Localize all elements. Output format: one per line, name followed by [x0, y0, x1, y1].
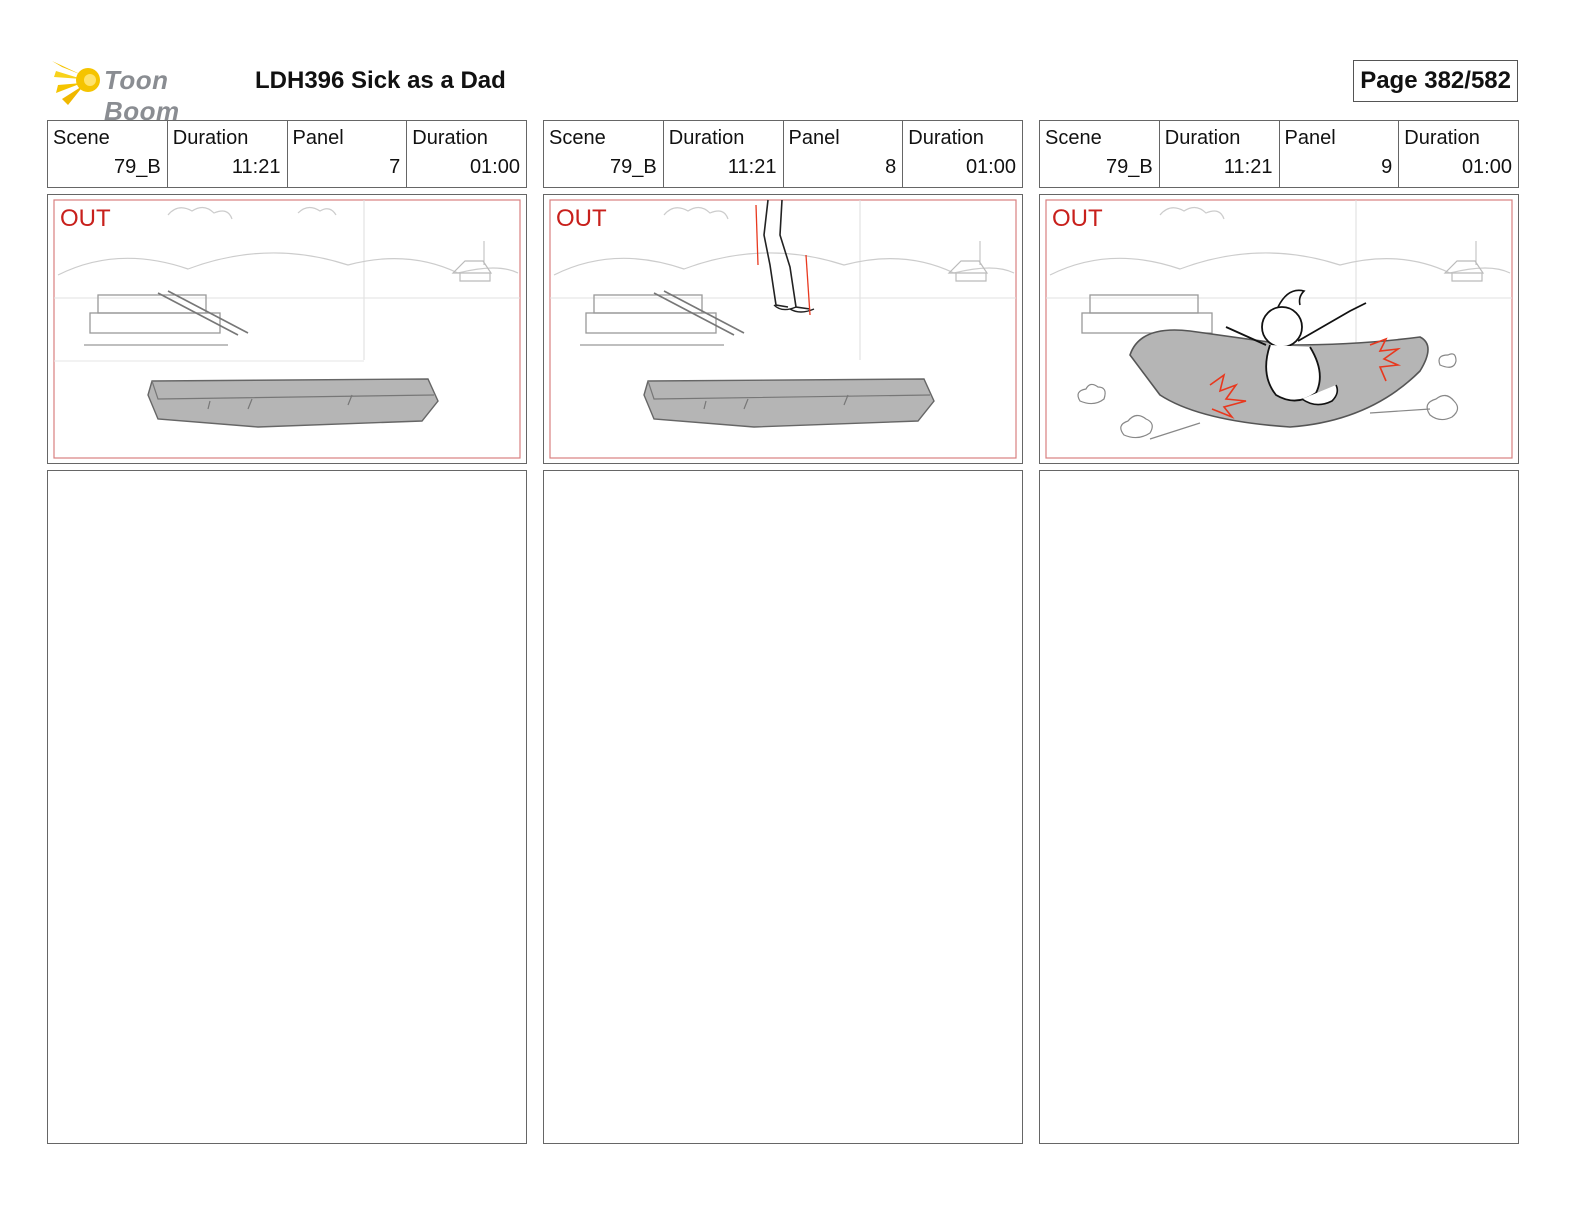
- duration-label: Duration: [412, 127, 488, 149]
- panel-value: 8: [885, 156, 897, 178]
- scene-value: 79_B: [114, 156, 161, 178]
- panel-label: Panel: [1284, 127, 1336, 149]
- page-header: [52, 55, 1532, 126]
- duration-label: Duration: [668, 127, 745, 149]
- panel-column-1: [47, 120, 527, 1144]
- scene-value: 79_B: [1106, 156, 1153, 178]
- scene-cell: [1040, 121, 1160, 187]
- starburst-icon: [52, 55, 104, 107]
- toon-boom-logo: [52, 55, 242, 126]
- scene-label: Scene: [549, 127, 606, 149]
- panel-notes-area: [543, 470, 1023, 1144]
- panel-info-table: [47, 120, 527, 188]
- scene-label: Scene: [1045, 127, 1102, 149]
- panel-value: 9: [1381, 156, 1393, 178]
- scene-value: 79_B: [610, 156, 657, 178]
- scene-duration-cell: [664, 121, 784, 187]
- sketch-drawing: [48, 195, 526, 463]
- panel-cell: [784, 121, 904, 187]
- panel-value: 7: [389, 156, 401, 178]
- panel-duration-cell: [407, 121, 526, 187]
- scene-duration-value: 11:21: [231, 156, 281, 178]
- sketch-drawing: [1040, 195, 1518, 463]
- panel-label: Panel: [788, 127, 840, 149]
- field-out-label: OUT: [60, 205, 111, 232]
- duration-label: Duration: [1164, 127, 1241, 149]
- sketch-drawing: [544, 195, 1022, 463]
- duration-label: Duration: [1404, 127, 1480, 149]
- document-title: LDH396 Sick as a Dad: [255, 67, 506, 94]
- scene-label: Scene: [53, 127, 110, 149]
- storyboard-image: [543, 194, 1023, 464]
- logo-text: Toon Boom: [104, 65, 180, 126]
- panel-duration-value: 01:00: [1461, 156, 1512, 178]
- panel-duration-cell: [1399, 121, 1518, 187]
- panel-label: Panel: [292, 127, 344, 149]
- scene-duration-cell: [1160, 121, 1280, 187]
- scene-duration-value: 11:21: [727, 156, 777, 178]
- panel-duration-value: 01:00: [469, 156, 520, 178]
- panel-duration-value: 01:00: [965, 156, 1016, 178]
- scene-cell: [48, 121, 168, 187]
- field-out-label: OUT: [1052, 205, 1103, 232]
- panel-info-table: [543, 120, 1023, 188]
- panel-column-2: [543, 120, 1023, 1144]
- storyboard-image: [47, 194, 527, 464]
- scene-duration-value: 11:21: [1223, 156, 1273, 178]
- scene-duration-cell: [168, 121, 288, 187]
- duration-label: Duration: [908, 127, 984, 149]
- scene-cell: [544, 121, 664, 187]
- panel-notes-area: [1039, 470, 1519, 1144]
- duration-label: Duration: [172, 127, 249, 149]
- panel-info-table: [1039, 120, 1519, 188]
- panel-column-3: [1039, 120, 1519, 1144]
- page-number: Page 382/582: [1353, 60, 1518, 102]
- storyboard-image: [1039, 194, 1519, 464]
- field-out-label: OUT: [556, 205, 607, 232]
- panel-duration-cell: [903, 121, 1022, 187]
- panel-cell: [1280, 121, 1400, 187]
- panel-notes-area: [47, 470, 527, 1144]
- panel-cell: [288, 121, 408, 187]
